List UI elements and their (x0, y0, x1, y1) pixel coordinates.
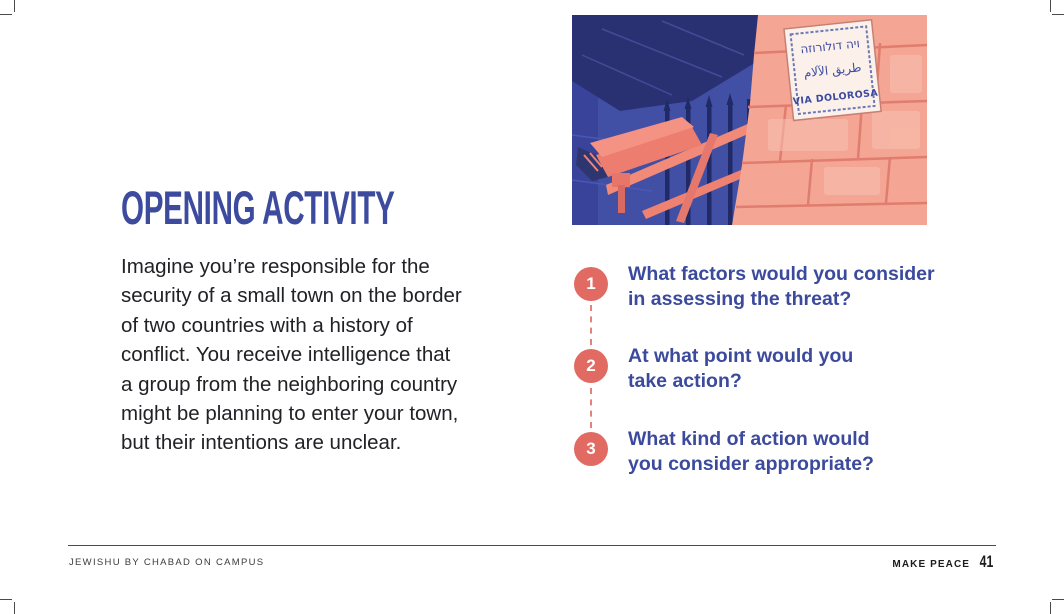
crop-mark-top-left (0, 14, 12, 15)
question-number-badge: 3 (574, 432, 608, 466)
security-camera-photo (572, 15, 927, 225)
question-number-badge: 2 (574, 349, 608, 383)
footer-rule (68, 545, 996, 546)
footer-left-text: JEWISHU BY CHABAD ON CAMPUS (69, 557, 265, 568)
crop-mark-bottom-left (14, 602, 15, 614)
footer-right (892, 552, 996, 572)
crop-mark-top-right (1050, 0, 1051, 12)
paragraph-line: Imagine you’re responsible for the (121, 255, 430, 278)
question-text (628, 262, 935, 312)
paragraph-line: security of a small town on the border (121, 284, 462, 308)
intro-paragraph (121, 252, 521, 458)
footer-brand: MAKE PEACE (892, 559, 971, 570)
question-line: you consider appropriate? (628, 453, 874, 475)
page-title: OPENING ACTIVITY (121, 181, 395, 234)
question-number-badge: 1 (574, 267, 608, 301)
paragraph-line: of two countries with a history of (121, 313, 413, 337)
sign-text-arabic: طريق الآلام (803, 60, 863, 81)
via-dolorosa-sign (784, 20, 881, 121)
paragraph-line: conflict. You receive intelligence that (121, 343, 451, 367)
paragraph-line: but their intentions are unclear. (121, 431, 402, 455)
crop-mark-bottom-left (0, 599, 12, 600)
sign-text-latin: VIA DOLOROSA (792, 87, 879, 108)
sign-text-hebrew: ויה דולורוזה (799, 36, 861, 57)
footer-page-number: 41 (979, 552, 994, 571)
security-camera-illustration (572, 15, 927, 225)
crop-mark-bottom-right (1050, 602, 1051, 614)
question-line: in assessing the threat? (628, 288, 852, 310)
question-text (628, 344, 853, 394)
question-line: At what point would you (628, 345, 854, 367)
question-line: take action? (628, 370, 742, 392)
paragraph-line: might be planning to enter your town, (121, 402, 459, 426)
question-line: What kind of action would (628, 428, 870, 450)
question-text (628, 427, 874, 477)
question-line: What factors would you consider (628, 263, 935, 285)
dashed-connector (590, 305, 592, 345)
crop-mark-bottom-right (1052, 599, 1064, 600)
paragraph-line: a group from the neighboring country (121, 372, 458, 396)
crop-mark-top-right (1052, 14, 1064, 15)
crop-mark-top-left (14, 0, 15, 12)
dashed-connector (590, 388, 592, 428)
